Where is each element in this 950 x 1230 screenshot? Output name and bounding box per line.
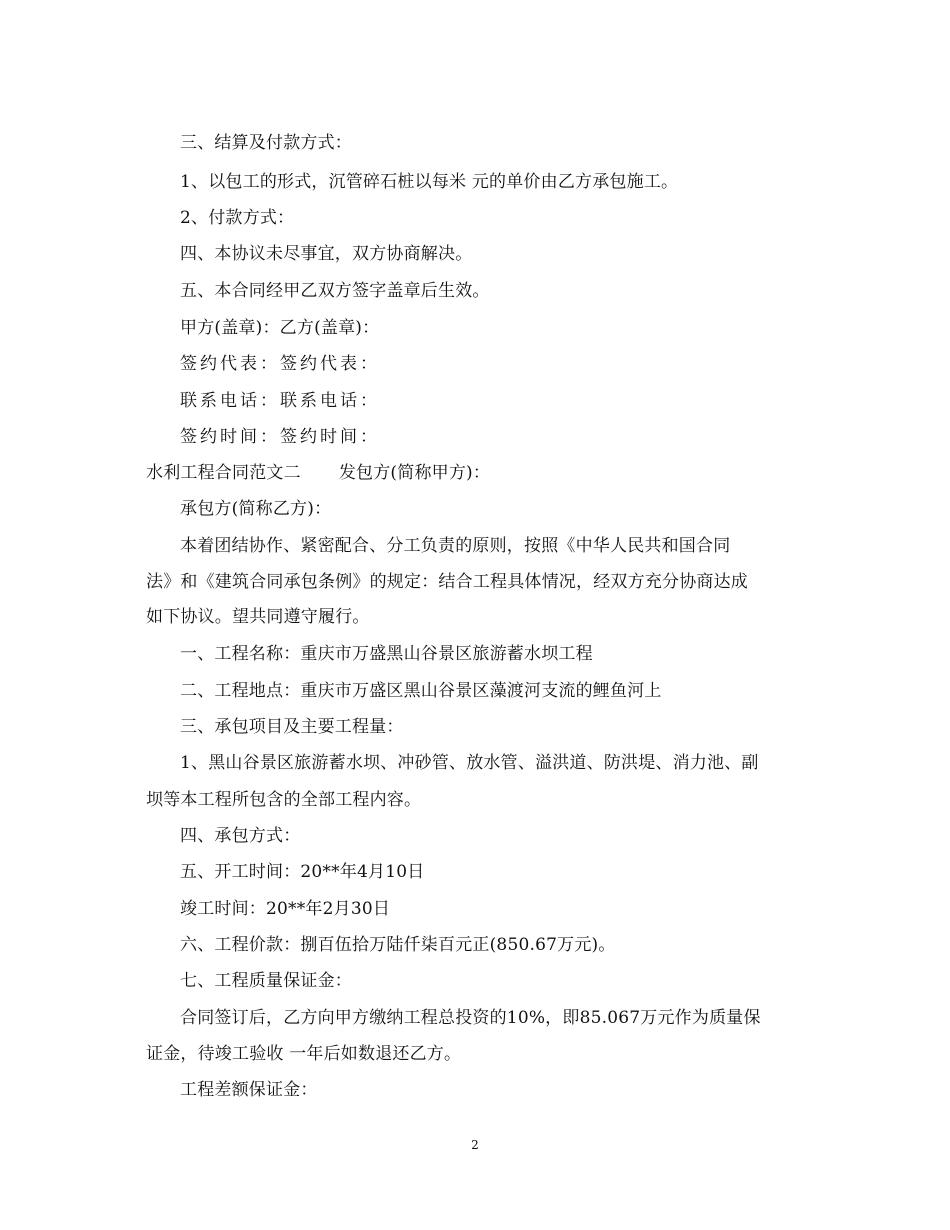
- text-line: 2、付款方式：: [180, 208, 295, 228]
- text-line: 1、以包工的形式，沉管碎石桩以每米 元的单价由乙方承包施工。: [180, 172, 679, 192]
- text-line: 五、开工时间：20**年4月10日: [180, 862, 425, 882]
- text-line: 承包方(简称乙方)：: [180, 499, 332, 519]
- text-line: 三、结算及付款方式：: [180, 133, 352, 153]
- text-line: 五、本合同经甲乙双方签字盖章后生效。: [180, 281, 490, 301]
- text-line: 二、工程地点：重庆市万盛区黑山谷景区藻渡河支流的鲤鱼河上: [180, 681, 662, 701]
- text-line: 本着团结协作、紧密配合、分工负责的原则，按照《中华人民共和国合同: [180, 536, 731, 556]
- signature-party-line: 甲方(盖章)：乙方(盖章)：: [180, 318, 380, 338]
- text-line: 法》和《建筑合同承包条例》的规定：结合工程具体情况，经双方充分协商达成: [146, 572, 748, 592]
- text-line: 证金，待竣工验收 一年后如数退还乙方。: [146, 1044, 462, 1064]
- text-line: 如下协议。望共同遵守履行。: [146, 607, 370, 627]
- text-line: 1、黑山谷景区旅游蓄水坝、冲砂管、放水管、溢洪道、防洪堤、消力池、副: [180, 753, 759, 773]
- section-title: 水利工程合同范文二: [146, 463, 301, 483]
- text-line: 工程差额保证金：: [180, 1080, 318, 1100]
- employer-label: 发包方(简称甲方)：: [338, 463, 491, 483]
- signature-representative-line: 签约代表：签约代表：: [180, 354, 380, 374]
- text-line: 竣工时间：20**年2月30日: [180, 899, 391, 919]
- text-line: 四、本协议未尽事宜，双方协商解决。: [180, 244, 473, 264]
- text-line: 七、工程质量保证金：: [180, 971, 352, 991]
- section-heading-line: [146, 462, 826, 484]
- signature-date-line: 签约时间：签约时间：: [180, 427, 380, 447]
- text-line: 坝等本工程所包含的全部工程内容。: [146, 790, 422, 810]
- signature-phone-line: 联系电话：联系电话：: [180, 391, 380, 411]
- page-number: 2: [471, 1138, 479, 1152]
- text-line: 一、工程名称：重庆市万盛黑山谷景区旅游蓄水坝工程: [180, 644, 593, 664]
- text-line: 三、承包项目及主要工程量：: [180, 717, 404, 737]
- text-line: 四、承包方式：: [180, 826, 301, 846]
- text-line: 合同签订后，乙方向甲方缴纳工程总投资的10%，即85.067万元作为质量保: [180, 1008, 761, 1028]
- text-line: 六、工程价款：捌百伍拾万陆仟柒百元正(850.67万元)。: [180, 935, 616, 955]
